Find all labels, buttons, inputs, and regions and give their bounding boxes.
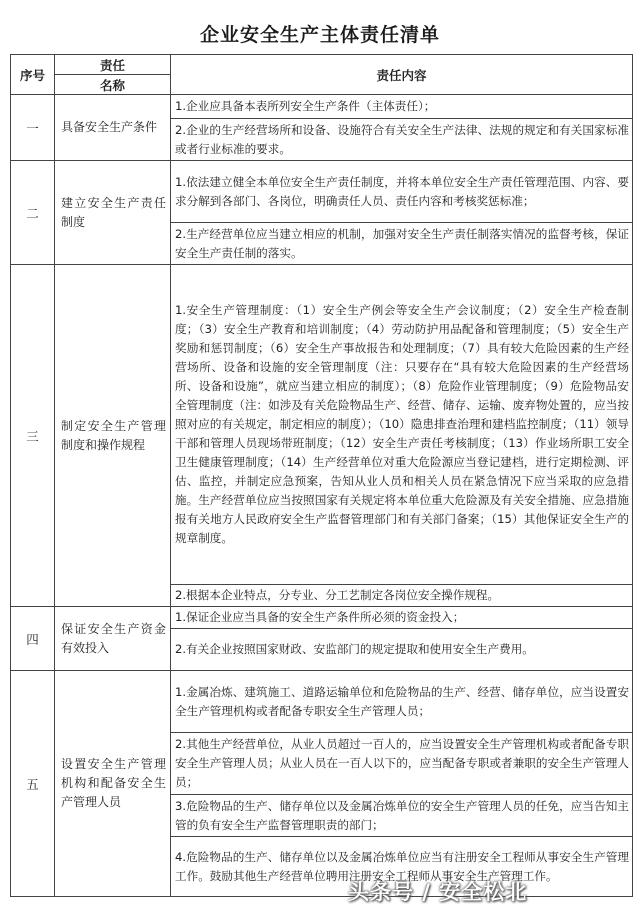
- section-name: 具备安全生产条件: [55, 95, 171, 161]
- section-item: 2.根据本企业特点，分专业、分工艺制定各岗位安全操作规程。: [171, 585, 633, 607]
- table-row: [11, 161, 633, 223]
- section-index: 四: [11, 607, 55, 671]
- table-row: [11, 671, 633, 733]
- section-index: 三: [11, 265, 55, 607]
- section-item: 1.企业应具备本表所列安全生产条件（主体责任）；: [171, 95, 633, 119]
- responsibility-table: [10, 54, 633, 897]
- section-name: 保证安全生产资金有效投入: [55, 607, 171, 671]
- section-item: 2.企业的生产经营场所和设备、设施符合有关安全生产法律、法规的规定和有关国家标准或者行业标准的要求。: [171, 119, 633, 161]
- section-item: 2.有关企业按照国家财政、安监部门的规定提取和使用安全生产费用。: [171, 629, 633, 671]
- table-row: [11, 265, 633, 585]
- header-row: [11, 55, 633, 75]
- section-name: 设置安全生产管理机构和配备安全生产管理人员: [55, 671, 171, 897]
- section-name: 建立安全生产责任制度: [55, 161, 171, 265]
- section-name: 制定安全生产管理制度和操作规程: [55, 265, 171, 607]
- header-seq: 序号: [11, 55, 55, 95]
- section-item: 1.安全生产管理制度：（1）安全生产例会等安全生产会议制度；（2）安全生产检查制度；（3）安全生产教育和培训制度；（4）劳动防护用品配备和管理制度；（5）安全生产奖励和惩罚制度；（6）安全生产事故报告和处理制度；（7）具有较大危险因素的生产经营场所、设备和设施的安全管理制度（注：只要存在“具有较大危险因素的生产经营场所、设备和设施”，就应当建立相应的制度）；（8）危险作业管理制度；（9）危险物品安全管理制度（注：如涉及有关危险物品生产、经营、储存、运输、废弃物处置的，应当按照对应的有关规定，制定相应的制度）；（10）隐患排查治理和建档监控制度；（11）领导干部和管理人员现场带班制度；（12）安全生产责任考核制度；（13）作业场所职工安全卫生健康管理制度；（14）生产经营单位对重大危险源应当登记建档，进行定期检测、评估、监控，并制定应急预案，告知从业人员和相关人员在紧急情况下应当采取的应急措施。生产经营单位应当按照国家有关规定将本单位重大危险源及有关安全措施、应急措施报有关地方人民政府安全生产监督管理部门和有关部门备案；（15）其他保证安全生产的规章制度。: [171, 265, 633, 585]
- section-item: 1.保证企业应当具备的安全生产条件所必须的资金投入；: [171, 607, 633, 629]
- watermark-text: 头条号 / 安全松北: [348, 880, 528, 904]
- section-item: 4.危险物品的生产、储存单位以及金属冶炼单位应当有注册安全工程师从事安全生产管理工作。鼓励其他生产经营单位聘用注册安全工程师从事安全生产管理工作。: [171, 837, 633, 897]
- table-row: [11, 95, 633, 119]
- header-duty: 责任: [55, 55, 171, 75]
- section-item: 3.危险物品的生产、储存单位以及金属冶炼单位的安全生产管理人员的任免，应当告知主管的负有安全生产监督管理职责的部门；: [171, 795, 633, 837]
- section-item: 2.生产经营单位应当建立相应的机制，加强对安全生产责任制落实情况的监督考核，保证安全生产责任制的落实。: [171, 223, 633, 265]
- section-index: 二: [11, 161, 55, 265]
- section-item: 1.依法建立健全本单位安全生产责任制度，并将本单位安全生产责任管理范围、内容、要求分解到各部门、各岗位，明确责任人员、责任内容和考核奖惩标准；: [171, 161, 633, 223]
- section-index: 五: [11, 671, 55, 897]
- header-content: 责任内容: [171, 55, 633, 95]
- section-item: 1.金属冶炼、建筑施工、道路运输单位和危险物品的生产、经营、储存单位，应当设置安全生产管理机构或者配备专职安全生产管理人员；: [171, 671, 633, 733]
- section-index: 一: [11, 95, 55, 161]
- section-item: 2.其他生产经营单位，从业人员超过一百人的，应当设置安全生产管理机构或者配备专职安全生产管理人员；从业人员在一百人以下的，应当配备专职或者兼职的安全生产管理人员；: [171, 733, 633, 795]
- header-name: 名称: [55, 75, 171, 95]
- page-title: 企业安全生产主体责任清单: [199, 24, 440, 46]
- table-row: [11, 607, 633, 629]
